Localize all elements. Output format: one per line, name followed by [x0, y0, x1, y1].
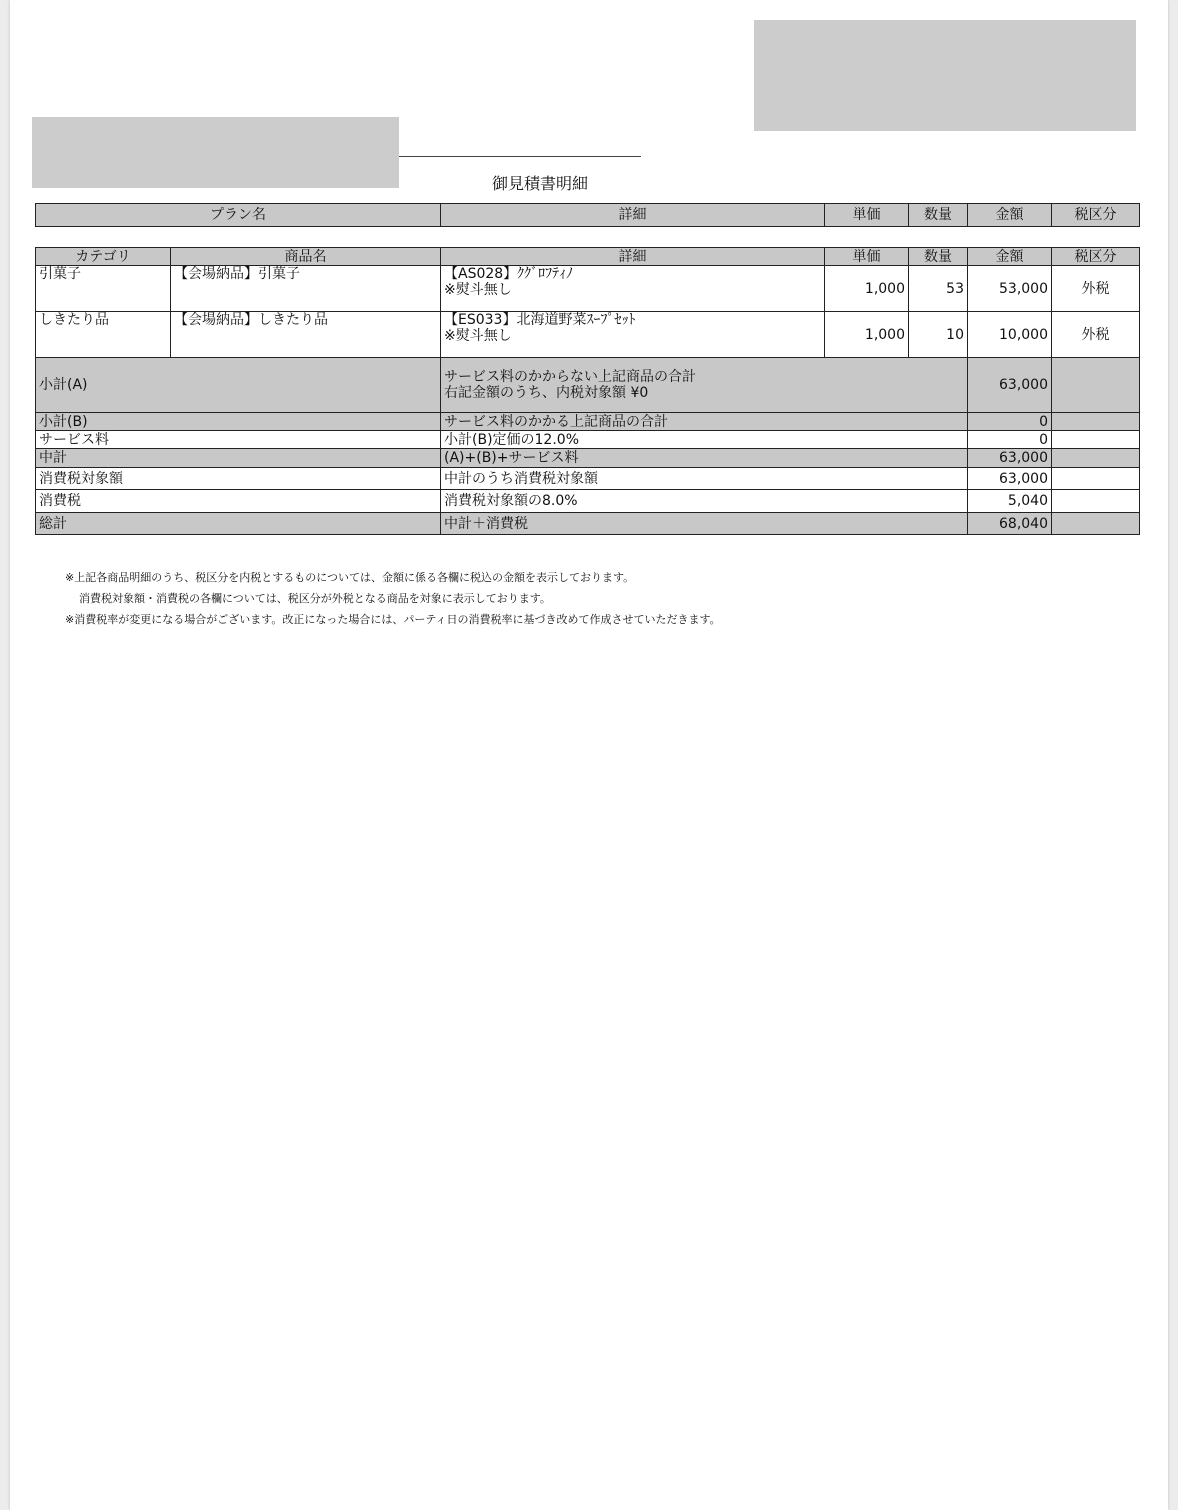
header-category: カテゴリ: [36, 248, 171, 266]
taxable-amount-value: 63,000: [968, 468, 1052, 490]
plan-table: [35, 203, 1140, 227]
middle-total-row: [36, 449, 1140, 468]
subtotal-a-row: [36, 358, 1140, 413]
taxable-amount-tax-cell: [1052, 468, 1140, 490]
subtotal-a-tax-cell: [1052, 358, 1140, 413]
middle-total-amount: 63,000: [968, 449, 1052, 468]
service-fee-row: [36, 431, 1140, 449]
consumption-tax-tax-cell: [1052, 490, 1140, 513]
redacted-block-left: [32, 117, 399, 188]
document-title: 御見積書明細: [491, 174, 588, 193]
item-category: しきたり品: [36, 312, 171, 358]
plan-header-amount: 金額: [968, 204, 1052, 227]
subtotal-a-detail-line1: サービス料のかからない上記商品の合計: [444, 369, 696, 385]
taxable-amount-row: [36, 468, 1140, 490]
item-amount: 10,000: [968, 312, 1052, 358]
header-tax-class: 税区分: [1052, 248, 1140, 266]
item-unit-price: 1,000: [825, 266, 909, 312]
header-unit-price: 単価: [825, 248, 909, 266]
item-unit-price: 1,000: [825, 312, 909, 358]
item-detail-note: ※熨斗無し: [444, 282, 512, 298]
grand-total-detail: 中計＋消費税: [441, 513, 968, 535]
recipient-name-line: [399, 156, 641, 157]
subtotal-b-label: 小計(B): [36, 413, 441, 431]
item-category: 引菓子: [36, 266, 171, 312]
consumption-tax-row: [36, 490, 1140, 513]
subtotal-b-detail: サービス料のかかる上記商品の合計: [441, 413, 968, 431]
plan-header-plan-name: プラン名: [36, 204, 441, 227]
item-detail: [441, 312, 825, 358]
items-header-row: [36, 248, 1140, 266]
subtotal-b-amount: 0: [968, 413, 1052, 431]
consumption-tax-amount: 5,040: [968, 490, 1052, 513]
redacted-block-top: [754, 20, 1136, 131]
item-tax-class: 外税: [1052, 266, 1140, 312]
plan-header-row: [36, 204, 1140, 227]
middle-total-label: 中計: [36, 449, 441, 468]
header-quantity: 数量: [909, 248, 968, 266]
item-amount: 53,000: [968, 266, 1052, 312]
subtotal-a-detail: [441, 358, 968, 413]
estimate-sheet: [10, 0, 1168, 1510]
service-fee-amount: 0: [968, 431, 1052, 449]
item-detail-code: 【ES033】北海道野菜ｽｰﾌﾟｾｯﾄ: [444, 312, 636, 328]
plan-header-detail: 詳細: [441, 204, 825, 227]
item-quantity: 53: [909, 266, 968, 312]
table-row: [36, 312, 1140, 358]
consumption-tax-label: 消費税: [36, 490, 441, 513]
item-detail-note: ※熨斗無し: [444, 328, 512, 344]
item-tax-class: 外税: [1052, 312, 1140, 358]
header-product-name: 商品名: [171, 248, 441, 266]
service-fee-detail: 小計(B)定価の12.0%: [441, 431, 968, 449]
item-quantity: 10: [909, 312, 968, 358]
grand-total-amount: 68,040: [968, 513, 1052, 535]
items-table: [35, 247, 1140, 535]
subtotal-b-tax-cell: [1052, 413, 1140, 431]
subtotal-a-amount: 63,000: [968, 358, 1052, 413]
plan-header-quantity: 数量: [909, 204, 968, 227]
item-detail: [441, 266, 825, 312]
grand-total-tax-cell: [1052, 513, 1140, 535]
footnote-1: ※上記各商品明細のうち、税区分を内税とするものについては、金額に係る各欄に税込の金額を表示しております。: [65, 571, 635, 584]
item-detail-code: 【AS028】ｸｸﾞﾛﾌﾃｨﾉ: [444, 266, 574, 282]
plan-header-tax-class: 税区分: [1052, 204, 1140, 227]
footnote-3: ※消費税率が変更になる場合がございます。改正になった場合には、パーティ日の消費税率に基づき改めて作成させていただきます。: [65, 613, 721, 626]
footnotes: [65, 567, 721, 630]
subtotal-a-detail-line2: 右記金額のうち、内税対象額 ¥0: [444, 385, 649, 401]
middle-total-tax-cell: [1052, 449, 1140, 468]
consumption-tax-detail: 消費税対象額の8.0%: [441, 490, 968, 513]
subtotal-a-label: 小計(A): [36, 358, 441, 413]
taxable-amount-detail: 中計のうち消費税対象額: [441, 468, 968, 490]
table-row: [36, 266, 1140, 312]
subtotal-b-row: [36, 413, 1140, 431]
grand-total-row: [36, 513, 1140, 535]
header-amount: 金額: [968, 248, 1052, 266]
footnote-2: 消費税対象額・消費税の各欄については、税区分が外税となる商品を対象に表示しております。: [79, 592, 551, 605]
taxable-amount-label: 消費税対象額: [36, 468, 441, 490]
item-product-name: 【会場納品】しきたり品: [171, 312, 441, 358]
grand-total-label: 総計: [36, 513, 441, 535]
plan-header-unit-price: 単価: [825, 204, 909, 227]
header-detail: 詳細: [441, 248, 825, 266]
service-fee-label: サービス料: [36, 431, 441, 449]
middle-total-detail: (A)+(B)+サービス料: [441, 449, 968, 468]
service-fee-tax-cell: [1052, 431, 1140, 449]
item-product-name: 【会場納品】引菓子: [171, 266, 441, 312]
